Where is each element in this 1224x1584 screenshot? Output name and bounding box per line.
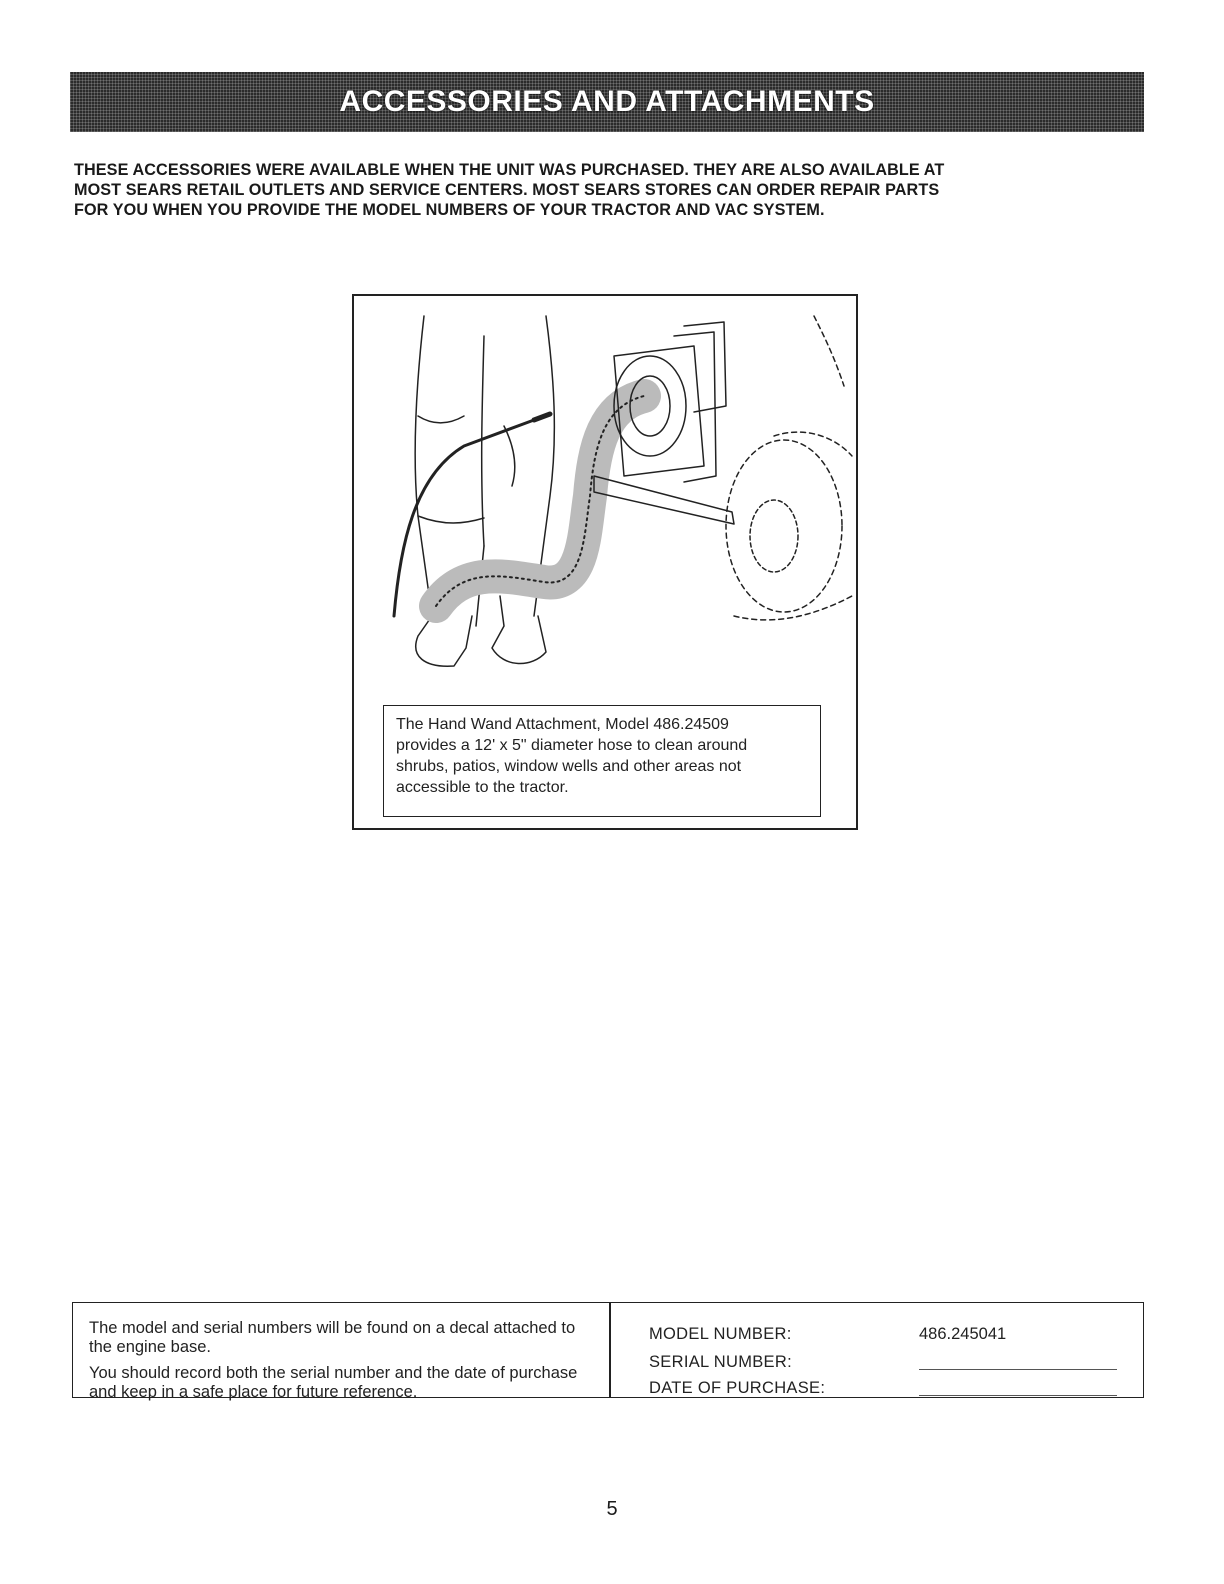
date-of-purchase-blank [919,1395,1117,1396]
caption-line: provides a 12' x 5" diameter hose to clean around [396,737,748,754]
record-advice-text: You should record both the serial number and the date of purchase and keep in a safe place for future reference. [89,1364,578,1401]
decal-location-text: The model and serial numbers will be found on a decal attached to the engine base. [89,1319,576,1356]
caption-line: shrubs, patios, window wells and other areas not [396,758,742,775]
serial-number-blank [919,1369,1117,1370]
page-title: ACCESSORIES AND ATTACHMENTS [339,85,875,118]
hand-wand-figure [352,294,858,830]
figure-caption [383,705,821,817]
serial-number-label: SERIAL NUMBER: [649,1353,792,1371]
record-instructions [89,1319,599,1409]
box-divider [609,1303,611,1397]
caption-line: accessible to the tractor. [396,779,569,796]
intro-paragraph [74,160,1154,220]
caption-line: The Hand Wand Attachment, Model 486.24509 [396,716,729,733]
model-number-value: 486.245041 [919,1325,1007,1343]
model-number-label: MODEL NUMBER: [649,1325,792,1343]
record-info-box [72,1302,1144,1401]
date-of-purchase-label: DATE OF PURCHASE: [649,1379,826,1397]
section-banner [70,72,1144,132]
page-number: 5 [606,1498,618,1520]
intro-line: MOST SEARS RETAIL OUTLETS AND SERVICE CENTERS. MOST SEARS STORES CAN ORDER REPAIR PARTS [74,181,940,199]
intro-line: FOR YOU WHEN YOU PROVIDE THE MODEL NUMBERS OF YOUR TRACTOR AND VAC SYSTEM. [74,201,825,219]
intro-line: THESE ACCESSORIES WERE AVAILABLE WHEN THE UNIT WAS PURCHASED. THEY ARE ALSO AVAILABLE AT [74,161,945,179]
